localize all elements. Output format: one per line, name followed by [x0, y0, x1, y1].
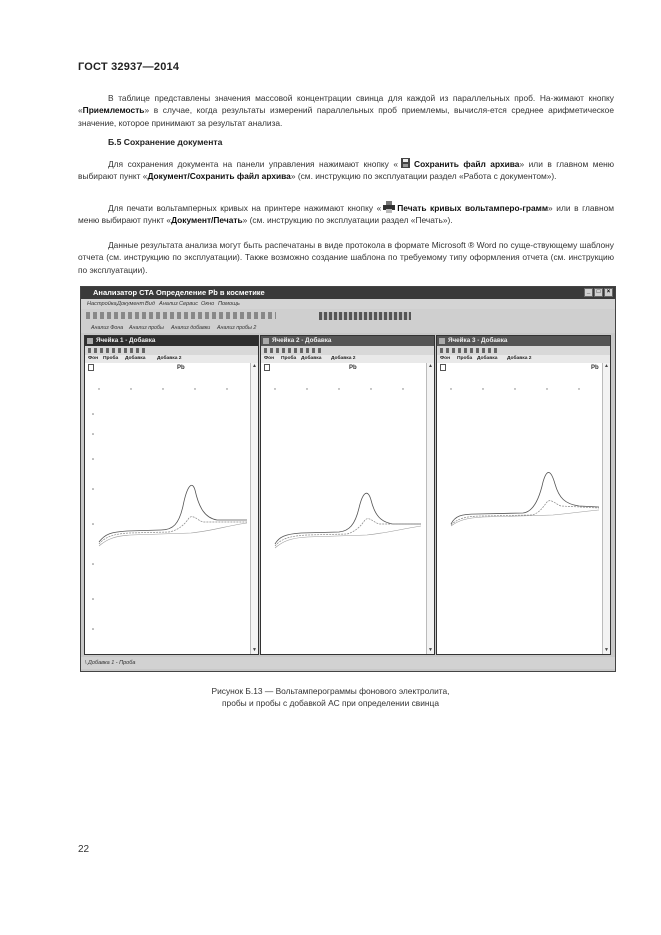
cell-2-toolbar-icons[interactable]	[264, 348, 324, 353]
cell-1-element-label: Pb	[177, 365, 185, 371]
analyze-sample-2-button[interactable]: Анализ пробы 2	[217, 325, 257, 331]
save-archive-icon	[400, 157, 412, 169]
figure-caption-line-1: Рисунок Б.13 — Вольтамперограммы фонового электролита,	[211, 686, 450, 696]
button-name-acceptability: Приемлемость	[82, 105, 145, 116]
menu-service[interactable]: Сервис	[179, 301, 199, 307]
app-title: Анализатор СТА Определение Pb в косметике	[93, 288, 265, 297]
menu-settings[interactable]: Настройка	[87, 301, 117, 307]
cell-3-element-label: Pb	[591, 365, 599, 371]
paragraph-3-text-end: » (см. инструкцию по эксплуатации раздел «Печать»).	[242, 215, 453, 226]
maximize-icon[interactable]: □	[594, 288, 603, 297]
scroll-up-icon[interactable]: ▲	[428, 363, 433, 369]
paragraph-2-text: Для сохранения документа на панели управления нажимают кнопку «	[108, 159, 399, 169]
analyze-background-button[interactable]: Анализ Фона	[91, 325, 124, 331]
toolbar-icons[interactable]	[86, 312, 276, 319]
paragraph-2-text-end: » (см. инструкцию по эксплуатации раздел «Работа с документом»).	[290, 171, 557, 182]
cell-1-title: Ячейка 1 - Добавка	[96, 337, 156, 344]
menu-document[interactable]: Документ	[117, 301, 145, 307]
scroll-up-icon[interactable]: ▲	[252, 363, 257, 369]
tab-addition[interactable]: Добавка	[301, 356, 322, 361]
paragraph-1	[78, 92, 614, 129]
tab-sample[interactable]: Проба	[457, 356, 473, 361]
app-title-bar	[81, 287, 615, 299]
analyze-sample-button[interactable]: Анализ пробы	[129, 325, 164, 331]
window-icon	[263, 338, 269, 344]
page-number: 22	[78, 844, 90, 855]
window-icon	[87, 338, 93, 344]
tab-sample[interactable]: Проба	[103, 356, 119, 361]
window-icon	[439, 338, 445, 344]
cell-1-tabs	[85, 355, 258, 363]
cell-3-title-bar	[437, 336, 610, 346]
paragraph-3-text-mid: » или в главном меню выбирают пункт «	[78, 203, 614, 226]
tab-background[interactable]: Фон	[88, 356, 99, 361]
scroll-down-icon[interactable]: ▼	[428, 647, 433, 653]
cell-3-mark-icon[interactable]	[440, 364, 446, 371]
analysis-toolbar	[81, 323, 615, 333]
cell-1-voltammogram	[91, 374, 251, 644]
paragraph-3	[78, 201, 614, 227]
paragraph-1-text-end: » в случае, когда результаты измерений параллельных проб приемлемы, вычисля-ется среднее арифметическое значение, которое принимают за результат анализа.	[78, 105, 614, 128]
tab-background[interactable]: Фон	[264, 356, 275, 361]
tab-background[interactable]: Фон	[440, 356, 451, 361]
cell-2-mark-icon[interactable]	[264, 364, 270, 371]
menu-view[interactable]: Вид	[145, 301, 155, 307]
tab-sample[interactable]: Проба	[281, 356, 297, 361]
cell-2-voltammogram	[267, 374, 427, 644]
scroll-down-icon[interactable]: ▼	[252, 647, 257, 653]
cell-1-mark-icon[interactable]	[88, 364, 94, 371]
scroll-up-icon[interactable]: ▲	[604, 363, 609, 369]
menu-path-print: Документ/Печать	[171, 215, 243, 226]
printer-icon	[383, 201, 395, 213]
cell-1-scrollbar[interactable]	[250, 363, 258, 654]
cell-3-title: Ячейка 3 - Добавка	[448, 337, 508, 344]
cell-1-title-bar	[85, 336, 258, 346]
cell-3-toolbar	[437, 346, 610, 355]
tab-addition[interactable]: Добавка	[125, 356, 146, 361]
minimize-icon[interactable]: _	[584, 288, 593, 297]
paragraph-1-text: В таблице представлены значения массовой концентрации свинца для каждой из параллельных проб. На-жимают кнопку «	[78, 93, 614, 116]
cell-2-element-label: Pb	[349, 365, 357, 371]
cell-3-scrollbar[interactable]	[602, 363, 610, 654]
menu-window[interactable]: Окно	[201, 301, 215, 307]
cell-1-window[interactable]	[84, 335, 259, 655]
tab-addition-2[interactable]: Добавка 2	[157, 356, 182, 361]
menu-bar	[81, 299, 615, 309]
paragraph-2	[78, 157, 614, 183]
cell-2-title: Ячейка 2 - Добавка	[272, 337, 332, 344]
status-bar: \ Добавка 1 - Проба	[81, 657, 615, 669]
cell-2-title-bar	[261, 336, 434, 346]
cell-2-scrollbar[interactable]	[426, 363, 434, 654]
tab-addition-2[interactable]: Добавка 2	[331, 356, 356, 361]
save-archive-label: Сохранить файл архива	[414, 159, 520, 169]
menu-help[interactable]: Помощь	[218, 301, 240, 307]
cell-3-voltammogram	[443, 374, 603, 644]
paragraph-4-text: Данные результата анализа могут быть распечатаны в виде протокола в формате Microsoft ® Word по суще-ствующему шаблону отчета (см. инструкцию по эксплуатации). Также возможно создание шаблона по требуемому типу оформления отчета (см. инструкцию по эксплуатации).	[78, 240, 614, 275]
cell-3-window[interactable]	[436, 335, 611, 655]
paragraph-4	[78, 239, 614, 276]
menu-path-save: Документ/Сохранить файл архива	[147, 171, 291, 182]
cell-2-toolbar	[261, 346, 434, 355]
app-screenshot	[80, 286, 616, 672]
tab-addition-2[interactable]: Добавка 2	[507, 356, 532, 361]
cell-1-toolbar-icons[interactable]	[88, 348, 148, 353]
figure-caption-line-2: пробы и пробы с добавкой АС при определении свинца	[222, 698, 439, 708]
menu-analysis[interactable]: Анализ	[159, 301, 178, 307]
document-header: ГОСТ 32937—2014	[78, 61, 180, 73]
cell-2-tabs	[261, 355, 434, 363]
scroll-down-icon[interactable]: ▼	[604, 647, 609, 653]
main-toolbar	[81, 309, 615, 323]
analyze-addition-button[interactable]: Анализ добавки	[171, 325, 211, 331]
cell-1-toolbar	[85, 346, 258, 355]
close-icon[interactable]: ×	[604, 288, 613, 297]
cell-2-window[interactable]	[260, 335, 435, 655]
tab-addition[interactable]: Добавка	[477, 356, 498, 361]
paragraph-3-text: Для печати вольтамперных кривых на принтере нажимают кнопку «	[108, 203, 382, 213]
toolbar-icon-strip[interactable]	[319, 312, 411, 320]
print-curves-label: Печать кривых вольтамперо-грамм	[397, 203, 549, 213]
section-title: Б.5 Сохранение документа	[108, 137, 223, 147]
cell-3-toolbar-icons[interactable]	[440, 348, 500, 353]
cell-3-tabs	[437, 355, 610, 363]
paragraph-2-text-mid: » или в главном меню выбирают пункт «	[78, 159, 615, 182]
